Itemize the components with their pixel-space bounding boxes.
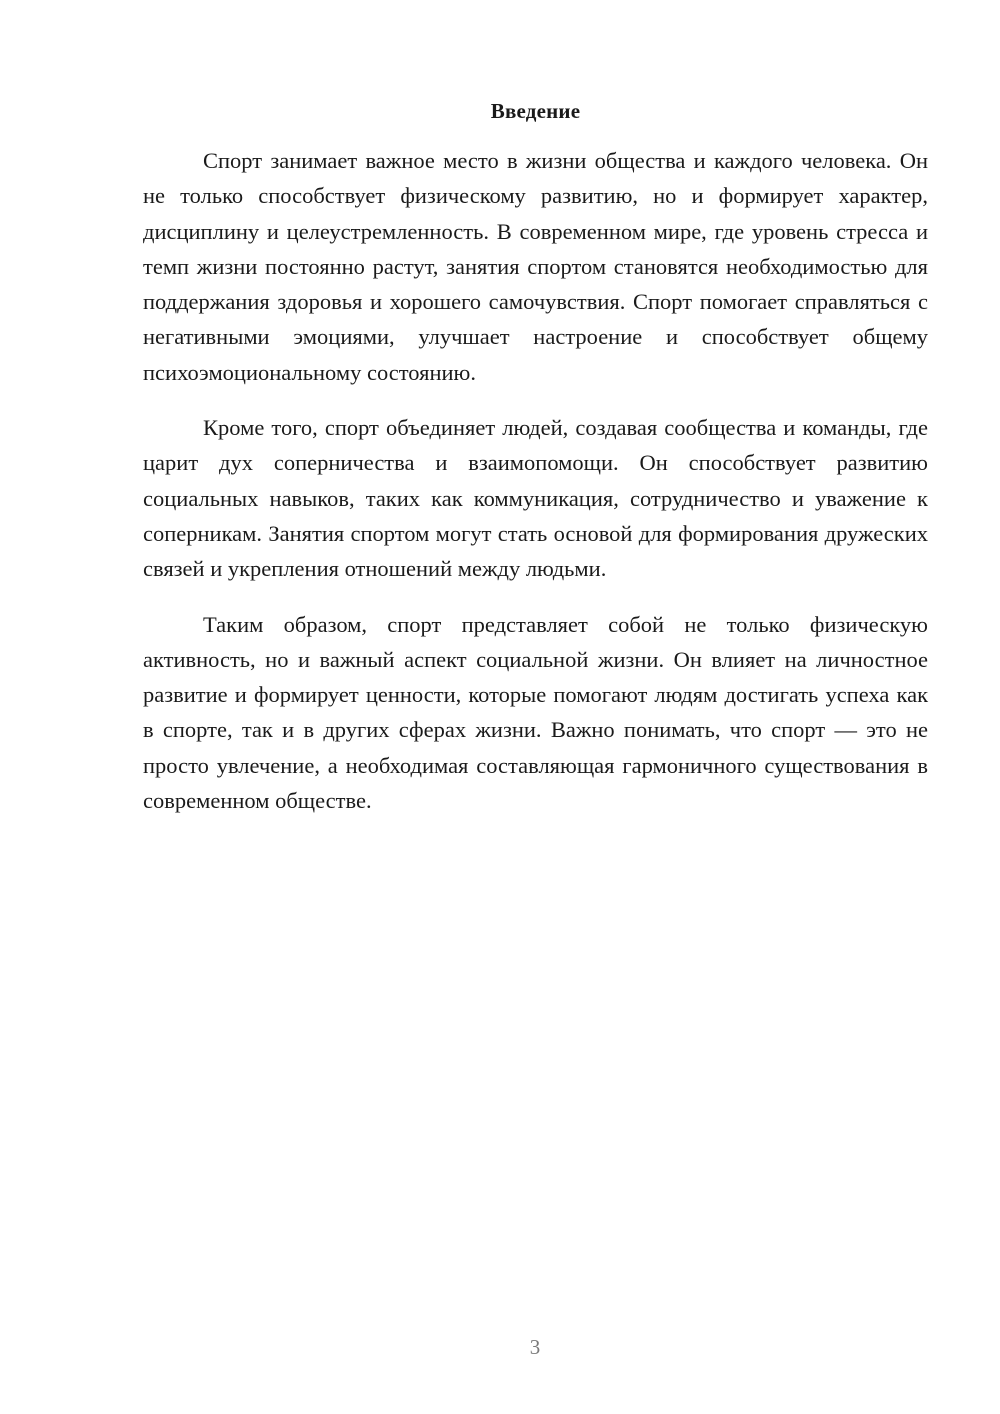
page-content [143, 96, 928, 838]
paragraph-2: Кроме того, спорт объединяет людей, создавая сообщества и команды, где царит дух соперничества и взаимопомощи. Он способствует развитию социальных навыков, таких как коммуникация, сотрудничество и уважение к соперникам. Занятия спортом могут стать основой для формирования дружеских связей и укрепления отношений между людьми. [143, 415, 928, 582]
page-number: 3 [529, 1335, 541, 1359]
paragraph-3: Таким образом, спорт представляет собой не только физическую активность, но и важный аспект социальной жизни. Он влияет на личностное развитие и формирует ценности, которые помогают людям достигать успеха как в спорте, так и в других сферах жизни. Важно понимать, что спорт — это не просто увлечение, а необходимая составляющая гармоничного существования в современном обществе. [143, 611, 928, 814]
paragraph-1: Спорт занимает важное место в жизни общества и каждого человека. Он не только способствует физическому развитию, но и формирует характер, дисциплину и целеустремленность. В современном мире, где уровень стресса и темп жизни постоянно растут, занятия спортом становятся необходимостью для поддержания здоровья и хорошего самочувствия. Спорт помогает справляться с негативными эмоциями, улучшает настроение и способствует общему психоэмоциональному состоянию. [143, 148, 928, 385]
section-title: Введение [490, 99, 581, 123]
